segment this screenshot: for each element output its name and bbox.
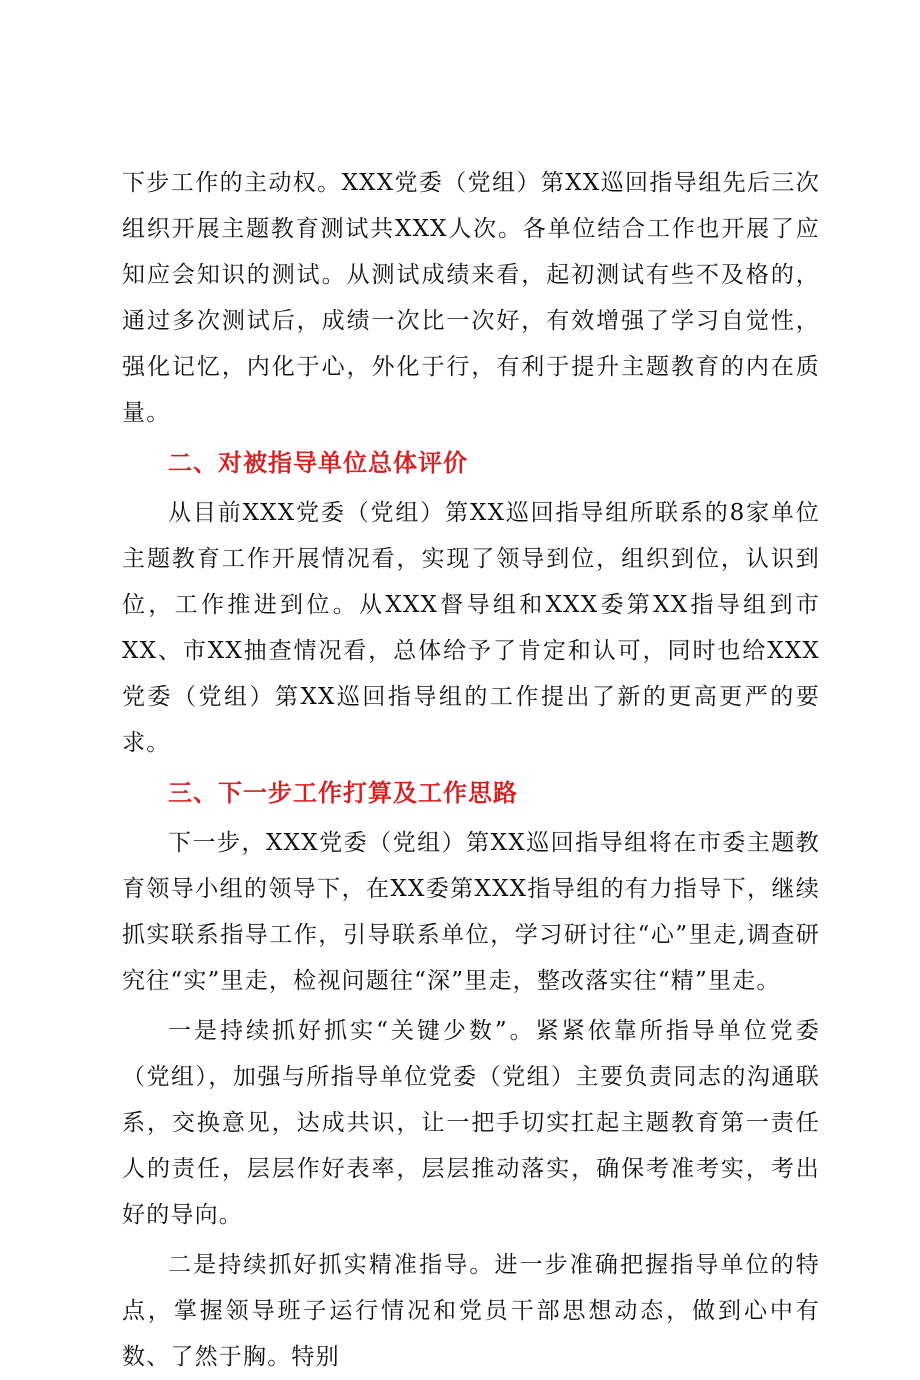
paragraph-point-one: 一是持续抓好抓实“关键少数”。紧紧依靠所指导单位党委（党组），加强与所指导单位党委（党组）主要负责同志的沟通联系，交换意见，达成共识，让一把手切实扛起主题教育第一责任人的责任，层层作好表率，层层推动落实，确保考准考实，考出好的导向。: [122, 1018, 820, 1228]
paragraph-continuation: 下步工作的主动权。XXX党委（党组）第XX巡回指导组先后三次组织开展主题教育测试共XXX人次。各单位结合工作也开展了应知应会知识的测试。从测试成绩来看，起初测试有些不及格的，通过多次测试后，成绩一次比一次好，有效增强了学习自觉性，强化记忆，内化于心，外化于行，有利于提升主题教育的内在质量。: [122, 170, 820, 426]
paragraph-point-two: 二是持续抓好抓实精准指导。进一步准确把握指导单位的特点，掌握领导班子运行情况和党员干部思想动态，做到心中有数、了然于胸。特别: [122, 1252, 820, 1370]
document-body: [122, 160, 820, 1380]
paragraph-next-steps: 下一步，XXX党委（党组）第XX巡回指导组将在市委主题教育领导小组的领导下，在XX委第XXX指导组的有力指导下，继续抓实联系指导工作，引导联系单位，学习研讨往“心”里走,调查研究往“实”里走，检视问题往“深”里走，整改落实往“精”里走。: [122, 830, 820, 994]
section-heading-3: 三、下一步工作打算及工作思路: [168, 779, 518, 807]
section-heading-2: 二、对被指导单位总体评价: [168, 449, 468, 477]
paragraph-overall-evaluation: 从目前XXX党委（党组）第XX巡回指导组所联系的8家单位主题教育工作开展情况看，实现了领导到位，组织到位，认识到位，工作推进到位。从XXX督导组和XXX委第XX指导组到市XX、市XX抽查情况看，总体给予了肯定和认可，同时也给XXX党委（党组）第XX巡回指导组的工作提出了新的更高更严的要求。: [122, 500, 820, 756]
